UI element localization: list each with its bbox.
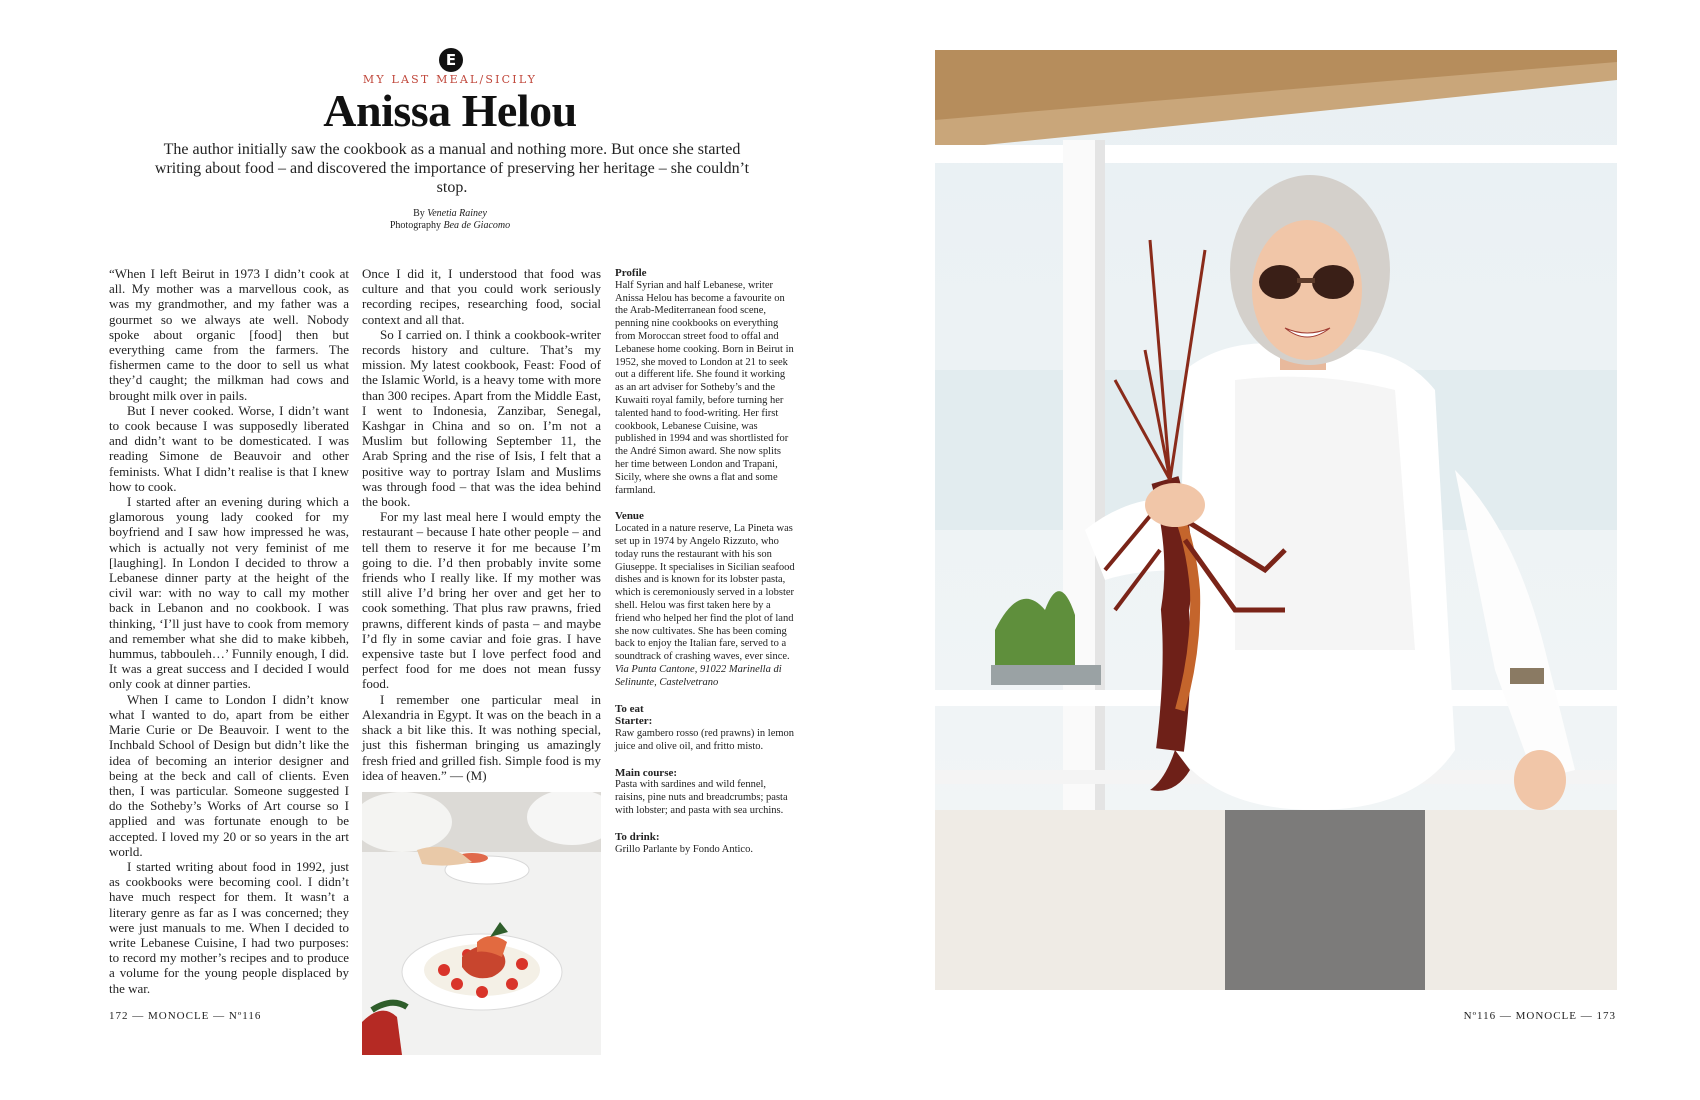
byline-author: Venetia Rainey (427, 208, 487, 219)
body-paragraph: I started after an evening during which a glamorous young lady cooked for my boyfriend and I saw how impressed he was, which is actually not very feminist of me [laughing]. In London I decided to throw a Lebanese dinner party at the height of the civil war: with no way to call my mother back in Lebanon and no cookbook. I was thinking, ‘I’ll just have to cook from memory and remember what she did to make kibbeh, hummus, tabbouleh…’ Funnily enough, I did. It was a great success and I decided I would only cook at dinner parties. (109, 494, 349, 692)
standfirst: The author initially saw the cookbook as a manual and nothing more. But once she started writing about food – and discovered the importance of preserving her heritage – she couldn’t stop. (154, 141, 750, 196)
venue-block (615, 510, 795, 689)
folio-right: Nº116 — MONOCLE — 173 (1463, 1010, 1616, 1022)
body-column-2 (362, 266, 601, 783)
starter-text: Raw gambero rosso (red prawns) in lemon juice and olive oil, and fritto misto. (615, 728, 795, 752)
portrait-photo (935, 50, 1617, 990)
to-eat-heading: To eat (615, 702, 644, 715)
profile-heading: Profile (615, 267, 647, 279)
prawn-dish-illustration (362, 792, 601, 1055)
portrait-illustration (935, 50, 1617, 990)
section-kicker: MY LAST MEAL/SICILY (362, 73, 538, 86)
section-badge: E (439, 48, 463, 72)
starter-heading: Starter: (615, 715, 653, 728)
body-paragraph: But I never cooked. Worse, I didn’t want to cook because I was supposedly liberated and didn’t want to be domesticated. I was reading Simone de Beauvoir and other feminists. What I didn’t realise is that I knew how to cook. (109, 402, 349, 494)
article-title: Anissa Helou (323, 85, 577, 136)
body-paragraph: “When I left Beirut in 1973 I didn’t cook at all. My mother was a marvellous cook, as was my grandmother, and my father was a gourmet so we always ate well. Nobody spoke about organic [food] then but everything came from the farmers. The fishermen came to the door to sell us what they’d caught; the milkman had cows and brought milk over in pails. (109, 266, 349, 403)
body-paragraph: I started writing about food in 1992, just as cookbooks were becoming cool. I didn’t have much respect for them. It wasn’t a literary genre as far as I was concerned; they were just manuals to me. When I decided to write Lebanese Cuisine, I had two purposes: to record my mother’s recipes and to produce a volume for the young people displaced by the war. (109, 858, 349, 996)
to-drink-text: Grillo Parlante by Fondo Antico. (615, 843, 753, 855)
main-course-text: Pasta with sardines and wild fennel, raisins, pine nuts and breadcrumbs; pasta with lobster; and pasta with sea urchins. (615, 779, 788, 817)
main-course-block (615, 767, 795, 818)
profile-text: Half Syrian and half Lebanese, writer Anissa Helou has become a favourite on the Arab-Mediterranean food scene, penning nine cookbooks on everything from Moroccan street food to offal and Lebanese home cooking. Born in Beirut in 1952, she moved to London at 21 to seek out a different life. She found it working as an art adviser for Sotheby’s and the Kuwaiti royal family, before turning her talented hand to food-writing. Her first cookbook, Lebanese Cuisine, was published in 1994 and was shortlisted for the André Simon award. She now splits her time between London and Trapani, Sicily, where she owns a flat and some farmland. (615, 279, 794, 496)
right-page (850, 0, 1700, 1100)
byline-photo-label: Photography (389, 220, 441, 231)
venue-address (615, 664, 795, 690)
to-eat-block (615, 703, 795, 754)
body-column-1 (109, 266, 349, 996)
profile-block (615, 267, 795, 497)
main-course-heading: Main course: (615, 766, 678, 779)
venue-heading: Venue (615, 510, 644, 523)
byline-photographer: Bea de Giacomo (443, 220, 511, 231)
body-paragraph: So I carried on. I think a cookbook-writer records history and culture. That’s my mission. My latest cookbook, Feast: Food of the Islamic World, is a heavy tome with more than 300 recipes. Apart from the Middle East, I went to Indonesia, Zanzibar, Senegal, Kashgar in China and so on. I’m not a Muslim but following September 11, the Arab Spring and the rise of Isis, I felt that a positive way to portray Islam and Muslims was through food – that was the idea behind the book. (362, 326, 601, 510)
byline-by-label: By (413, 208, 425, 219)
to-drink-heading: To drink: (615, 830, 660, 843)
prawn-dish-photo (362, 792, 601, 1055)
body-paragraph: When I came to London I didn’t know what I wanted to do, apart from be either Marie Curie or De Beauvoir. I went to the Inchbald School of Design but didn’t like the idea of becoming an interior designer and being at the beck and call of clients. Even then, I was particular. Someone suggested I do the Sotheby’s Works of Art course so I applied and was fortunate enough to be accepted. I loved my 20 or so years in the art world. (109, 691, 349, 859)
venue-text: Located in a nature reserve, La Pineta was set up in 1974 by Angelo Rizzuto, who today runs the restaurant with his son Giuseppe. It specialises in Sicilian seafood dishes and is known for its lobster pasta, which is ceremoniously served in a lobster shell. Helou was first taken here by a friend who helped her find the plot of land she now cultivates. She has been coming back to enjoy the Italian fare, served to a soundtrack of crashing waves, ever since. (615, 523, 795, 663)
body-paragraph: Once I did it, I understood that food was culture and that you could work seriously recording recipes, researching food, social context and all that. (362, 266, 601, 327)
body-paragraph: I remember one particular meal in Alexandria in Egypt. It was on the beach in a shack a bit like this. It was nothing special, just this fisherman bringing us amazingly fresh fried and grilled fish. Simple food is my idea of heaven.” — (M) (362, 691, 601, 783)
folio-left: 172 — MONOCLE — Nº116 (109, 1010, 262, 1022)
to-drink-block (615, 831, 795, 857)
info-sidebar (615, 267, 795, 869)
venue-address-text: Via Punta Cantone, 91022 Marinella di Selinunte, Castelvetrano (615, 663, 782, 688)
byline (300, 208, 600, 232)
body-paragraph: For my last meal here I would empty the restaurant – because I hate other people – and tell them to reserve it for me because I’m going to die. I’d then probably invite some friends who I really like. If my mother was still alive I’d bring her over and get her to cook something. That plus raw prawns, fried prawns, different kinds of pasta – and maybe I’d fly in some caviar and foie gras. I have expensive taste but I love perfect food and perfect food for me does not mean fussy food. (362, 509, 601, 692)
